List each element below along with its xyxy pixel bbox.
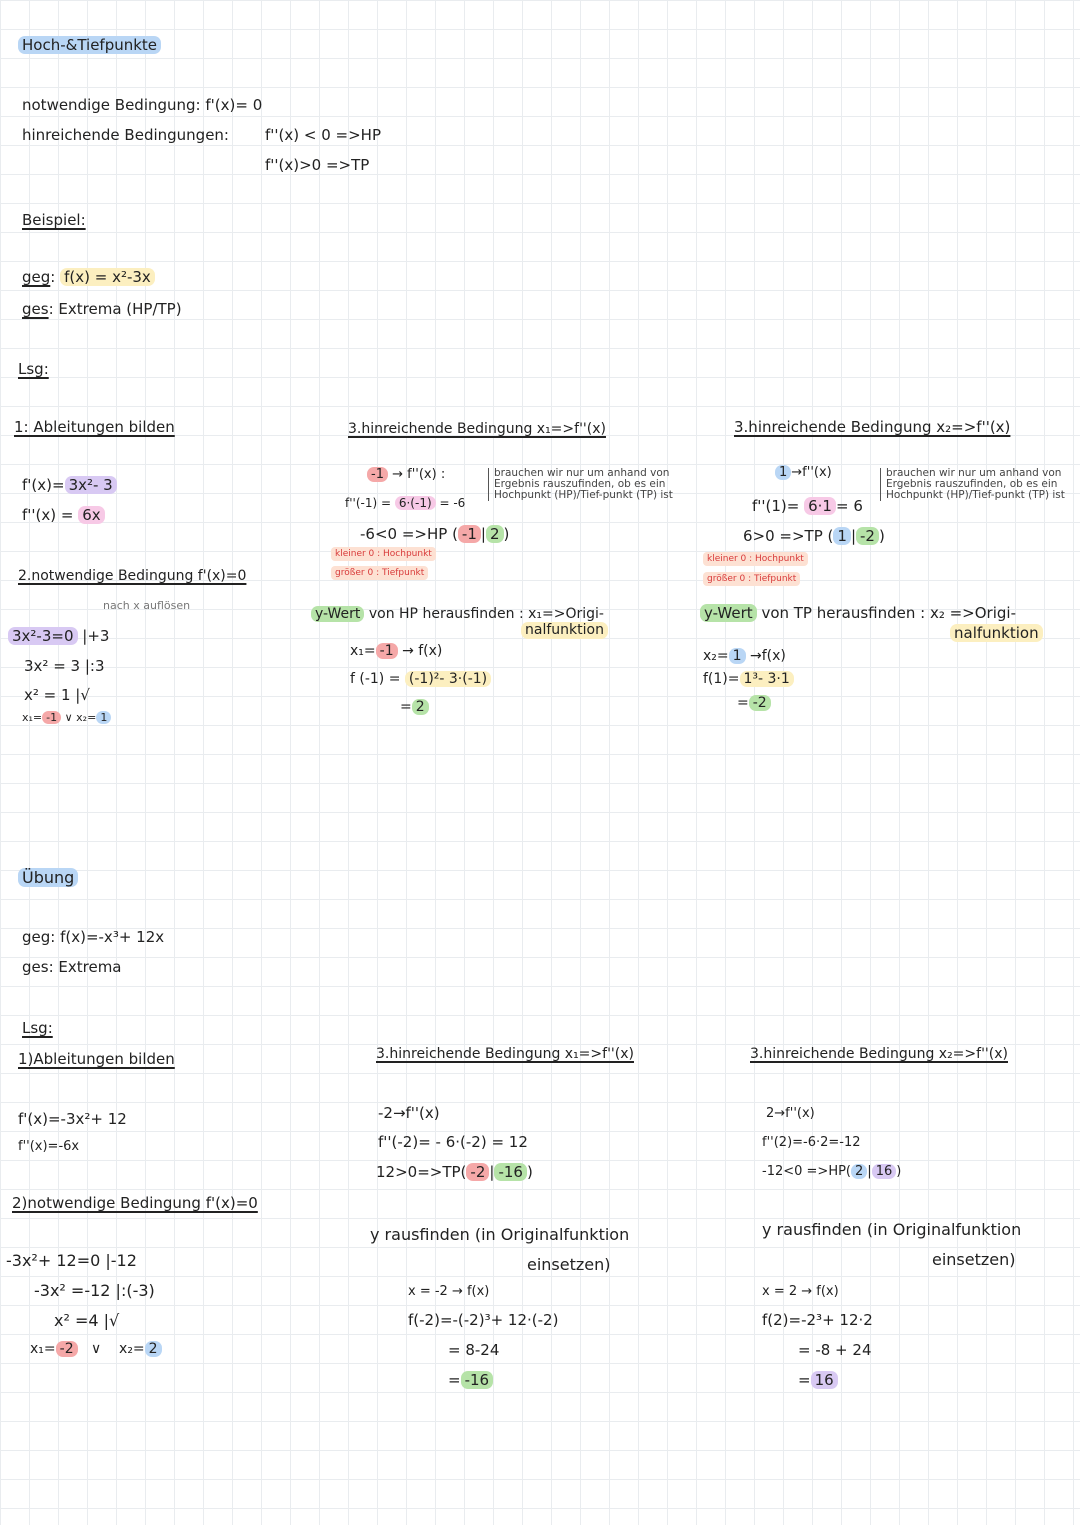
example-col3-heading: 3.hinreichende Bedingung x₂=>f''(x) bbox=[734, 418, 1011, 436]
col3-point-sep: | bbox=[850, 527, 856, 545]
col3-f-prefix: f(1)= bbox=[703, 671, 740, 687]
col2-point-x: -1 bbox=[458, 525, 481, 543]
ex-col2-y4-prefix: = bbox=[448, 1371, 461, 1389]
example-heading: Beispiel: bbox=[22, 211, 86, 229]
exercise-col3-y-heading2: einsetzen) bbox=[932, 1250, 1016, 1269]
exercise-sought: ges: Extrema bbox=[22, 958, 122, 976]
example-col3-tag-less: kleiner 0 : Hochpunkt bbox=[703, 552, 808, 566]
example-col3-xline bbox=[703, 648, 786, 665]
col2-xline-value: -1 bbox=[376, 643, 398, 659]
ex-col2-concl-prefix: 12>0=>TP( bbox=[376, 1163, 467, 1181]
col3-f-value: 1³- 3·1 bbox=[740, 671, 794, 687]
col3-input-value: 1 bbox=[775, 465, 791, 480]
ex-col3-point-y: 16 bbox=[872, 1164, 897, 1179]
col2-calc-value: 6·(-1) bbox=[395, 496, 436, 510]
exercise-step2-heading: 2)notwendige Bedingung f'(x)=0 bbox=[12, 1194, 258, 1212]
example-col2-yval bbox=[311, 606, 604, 623]
ex-x2-value: 2 bbox=[145, 1341, 162, 1357]
example-second-derivative bbox=[22, 506, 105, 524]
example-col2-xline bbox=[350, 643, 442, 660]
exercise-eq3: x² =4 |√ bbox=[54, 1311, 120, 1330]
example-col2-tag-greater: größer 0 : Tiefpunkt bbox=[331, 566, 428, 580]
col2-fresult-value: 2 bbox=[412, 699, 429, 715]
example-col3-calc bbox=[752, 497, 863, 515]
example-col3-fcalc bbox=[703, 671, 794, 688]
col3-calc-prefix: f''(1)= bbox=[752, 497, 800, 515]
ex-or-symbol: ∨ bbox=[90, 1341, 102, 1357]
col2-xline-arrow: → f(x) bbox=[402, 643, 443, 659]
col2-calc-prefix: f''(-1) = bbox=[345, 496, 392, 510]
fprime-value: 3x²- 3 bbox=[65, 476, 117, 494]
exercise-solution-label: Lsg: bbox=[22, 1019, 53, 1037]
col3-yval-text: von TP herausfinden : x₂ =>Origi- bbox=[761, 604, 1016, 622]
exercise-col2-y4 bbox=[448, 1371, 493, 1389]
example-col2-fresult bbox=[400, 699, 429, 716]
col2-calc-result: = -6 bbox=[439, 496, 466, 510]
exercise-col2-y2: f(-2)=-(-2)³+ 12·(-2) bbox=[408, 1311, 559, 1329]
example-step1-heading: 1: Ableitungen bilden bbox=[14, 418, 175, 436]
col3-fresult-prefix: = bbox=[737, 695, 749, 711]
necessary-condition: notwendige Bedingung: f'(x)= 0 bbox=[22, 96, 263, 114]
exercise-col2-y3: = 8-24 bbox=[448, 1341, 500, 1359]
exercise-col3-line2: f''(2)=-6·2=-12 bbox=[762, 1135, 861, 1150]
exercise-col3-conclusion bbox=[762, 1165, 901, 1180]
example-first-derivative bbox=[22, 476, 117, 494]
col2-f-prefix: f (-1) = bbox=[350, 671, 401, 687]
exercise-col2-heading: 3.hinreichende Bedingung x₁=>f''(x) bbox=[376, 1046, 634, 1062]
exercise-step1-heading: 1)Ableitungen bilden bbox=[18, 1050, 175, 1068]
given-function: f(x) = x²-3x bbox=[60, 268, 155, 286]
or-symbol: ∨ bbox=[64, 711, 73, 724]
example-col3-yval bbox=[700, 604, 1016, 622]
example-col2-note: brauchen wir nur um anhand von Ergebnis rauszufinden, ob es ein Hochpunkt (HP)/Tief-punkt (TP) ist bbox=[488, 468, 699, 501]
x2-value: 1 bbox=[96, 711, 111, 724]
example-col2-input bbox=[367, 468, 445, 483]
example-col2-yval-text2: nalfunktion bbox=[521, 622, 608, 639]
col3-xline-value: 1 bbox=[729, 648, 746, 664]
col2-concl-prefix: -6<0 =>HP ( bbox=[360, 525, 458, 543]
fsecond-value: 6x bbox=[78, 506, 104, 524]
x1-label: x₁= bbox=[22, 711, 43, 724]
exercise-col3-y1: x = 2 → f(x) bbox=[762, 1284, 839, 1299]
example-col2-fcalc bbox=[350, 671, 491, 688]
col2-concl-suffix: ) bbox=[503, 525, 510, 543]
exercise-col2-line2: f''(-2)= - 6·(-2) = 12 bbox=[378, 1133, 528, 1151]
col2-fresult-prefix: = bbox=[400, 699, 412, 715]
col2-input-arrow: → f''(x) : bbox=[392, 467, 446, 482]
exercise-col2-line1: -2→f''(x) bbox=[378, 1104, 440, 1122]
col3-concl-suffix: ) bbox=[878, 527, 885, 545]
page-title: Hoch-&Tiefpunkte bbox=[18, 36, 161, 54]
x2-label: x₂= bbox=[76, 711, 97, 724]
example-eq1 bbox=[8, 627, 109, 645]
example-step2-heading: 2.notwendige Bedingung f'(x)=0 bbox=[18, 568, 247, 584]
col3-calc-value: 6·1 bbox=[804, 497, 836, 515]
col3-input-arrow: →f''(x) bbox=[791, 465, 832, 480]
exercise-col3-line1: 2→f''(x) bbox=[766, 1106, 815, 1121]
ex-x1-label: x₁= bbox=[30, 1341, 56, 1357]
ex-col2-y4-value: -16 bbox=[461, 1371, 494, 1389]
exercise-col2-y-heading: y rausfinden (in Originalfunktion bbox=[370, 1225, 630, 1244]
col3-xline-label: x₂= bbox=[703, 648, 729, 664]
example-col3-input bbox=[775, 466, 832, 481]
fprime-label: f'(x)= bbox=[22, 476, 65, 494]
sufficient-condition-label: hinreichende Bedingungen: bbox=[22, 126, 229, 144]
exercise-solutions bbox=[30, 1341, 162, 1358]
sought-label: ges bbox=[22, 300, 49, 318]
ex-col3-concl-prefix: -12<0 =>HP( bbox=[762, 1164, 852, 1179]
eq1-left: 3x²-3=0 bbox=[8, 627, 78, 645]
col2-point-sep: | bbox=[480, 525, 486, 543]
exercise-eq2: -3x² =-12 |:(-3) bbox=[34, 1281, 155, 1300]
ex-col3-concl-suffix: ) bbox=[896, 1164, 902, 1179]
ex-col2-point-sep: | bbox=[489, 1163, 495, 1181]
example-col3-fresult bbox=[737, 695, 771, 712]
sufficient-condition-hp: f''(x) < 0 =>HP bbox=[265, 126, 381, 144]
ex-col2-point-x: -2 bbox=[466, 1163, 489, 1181]
exercise-second-derivative: f''(x)=-6x bbox=[18, 1139, 80, 1154]
exercise-col3-y2: f(2)=-2³+ 12·2 bbox=[762, 1311, 873, 1329]
col3-point-y: -2 bbox=[856, 527, 879, 545]
example-col2-calc bbox=[345, 497, 465, 511]
exercise-eq1: -3x²+ 12=0 |-12 bbox=[6, 1251, 137, 1270]
eq1-right: |+3 bbox=[82, 627, 110, 645]
exercise-col3-y-heading: y rausfinden (in Originalfunktion bbox=[762, 1220, 1022, 1239]
ex-x1-value: -2 bbox=[56, 1341, 78, 1357]
example-col3-tag-greater: größer 0 : Tiefpunkt bbox=[703, 572, 800, 586]
exercise-col3-heading: 3.hinreichende Bedingung x₂=>f''(x) bbox=[750, 1046, 1008, 1062]
example-col2-conclusion bbox=[360, 525, 509, 543]
exercise-col2-conclusion bbox=[376, 1163, 533, 1181]
given-label: geg bbox=[22, 268, 51, 286]
x1-value: -1 bbox=[42, 711, 61, 724]
example-step2-hint: nach x auflösen bbox=[103, 599, 191, 612]
ex-col2-point-y: -16 bbox=[494, 1163, 527, 1181]
exercise-first-derivative: f'(x)=-3x²+ 12 bbox=[18, 1110, 127, 1128]
example-solutions bbox=[22, 712, 111, 725]
col2-yval-label: y-Wert bbox=[311, 606, 364, 622]
exercise-col2-y1: x = -2 → f(x) bbox=[408, 1284, 490, 1299]
exercise-heading: Übung bbox=[18, 868, 78, 887]
col2-f-value: (-1)²- 3·(-1) bbox=[405, 671, 491, 687]
example-col3-yval-text2: nalfunktion bbox=[950, 624, 1043, 642]
sufficient-condition-tp: f''(x)>0 =>TP bbox=[265, 156, 370, 174]
col3-yval-label: y-Wert bbox=[700, 604, 757, 622]
exercise-col3-y4 bbox=[798, 1371, 838, 1389]
col3-xline-arrow: →f(x) bbox=[750, 648, 786, 664]
ex-col3-point-x: 2 bbox=[851, 1164, 867, 1179]
ex-col3-point-sep: | bbox=[867, 1164, 872, 1179]
col2-input-value: -1 bbox=[367, 467, 388, 482]
example-col2-heading: 3.hinreichende Bedingung x₁=>f''(x) bbox=[348, 421, 606, 437]
ex-x2-label: x₂= bbox=[119, 1341, 145, 1357]
col3-concl-prefix: 6>0 =>TP ( bbox=[743, 527, 834, 545]
example-eq2: 3x² = 3 |:3 bbox=[24, 657, 105, 675]
example-sought bbox=[22, 300, 182, 318]
col2-yval-text: von HP herausfinden : x₁=>Origi- bbox=[368, 606, 604, 622]
example-eq3: x² = 1 |√ bbox=[24, 686, 90, 704]
col2-point-y: 2 bbox=[486, 525, 504, 543]
example-col3-note: brauchen wir nur um anhand von Ergebnis rauszufinden, ob es ein Hochpunkt (HP)/Tief-punkt (TP) ist bbox=[880, 468, 1080, 501]
col3-fresult-value: -2 bbox=[749, 695, 771, 711]
ex-col2-concl-suffix: ) bbox=[526, 1163, 533, 1181]
example-col2-tag-less: kleiner 0 : Hochpunkt bbox=[331, 547, 436, 561]
ex-col3-y4-prefix: = bbox=[798, 1371, 811, 1389]
exercise-given: geg: f(x)=-x³+ 12x bbox=[22, 928, 165, 946]
col3-point-x: 1 bbox=[833, 527, 851, 545]
exercise-col2-y-heading2: einsetzen) bbox=[527, 1255, 611, 1274]
col3-calc-result: = 6 bbox=[835, 497, 863, 515]
example-solution-label: Lsg: bbox=[18, 360, 49, 378]
col2-xline-label: x₁= bbox=[350, 643, 376, 659]
exercise-col3-y3: = -8 + 24 bbox=[798, 1341, 872, 1359]
ex-col3-y4-value: 16 bbox=[811, 1371, 838, 1389]
example-col3-conclusion bbox=[743, 527, 885, 545]
sought-text: : Extrema (HP/TP) bbox=[48, 300, 182, 318]
example-given: geg: f(x) = x²-3x bbox=[22, 268, 155, 286]
fsecond-label: f''(x) = bbox=[22, 506, 74, 524]
